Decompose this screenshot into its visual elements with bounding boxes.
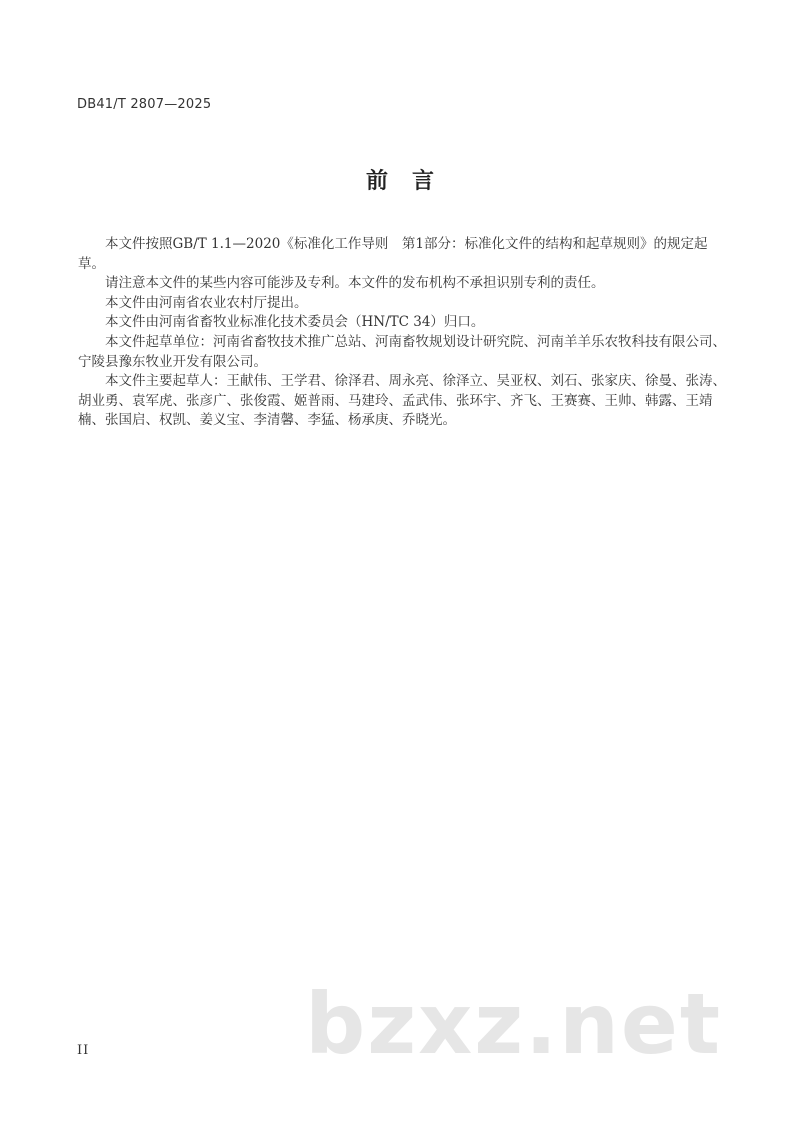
paragraph-drafters: 本文件主要起草人：王献伟、王学君、徐泽君、周永亮、徐泽立、吴亚权、刘石、张家庆、徐曼、张涛、胡业勇、袁军虎、张彦广、张俊霞、姬普雨、马建玲、孟武伟、张环宇、齐飞、王赛赛、王帅、韩露、王靖楠、张国启、权凯、姜义宝、李清馨、李猛、杨承庚、乔晓光。 — [78, 373, 726, 429]
page-number: II — [77, 1043, 90, 1058]
watermark-logo: bzxz.net — [305, 975, 722, 1073]
paragraph-drafting-units: 本文件起草单位：河南省畜牧技术推广总站、河南畜牧规划设计研究院、河南羊羊乐农牧科技有限公司、宁陵县豫东牧业开发有限公司。 — [78, 333, 726, 370]
paragraph-committee: 本文件由河南省畜牧业标准化技术委员会（HN/TC 34）归口。 — [105, 314, 485, 331]
paragraph-patent-notice: 请注意本文件的某些内容可能涉及专利。本文件的发布机构不承担识别专利的责任。 — [105, 275, 605, 292]
paragraph-drafting-rules: 本文件按照GB/T 1.1—2020《标准化工作导则 第1部分：标准化文件的结构和起草规则》的规定起草。 — [78, 236, 708, 272]
page-title: 前言 — [365, 169, 458, 194]
paragraph-proposer: 本文件由河南省农业农村厅提出。 — [105, 294, 308, 311]
preface-body — [78, 235, 728, 431]
document-code: DB41/T 2807—2025 — [77, 97, 212, 112]
